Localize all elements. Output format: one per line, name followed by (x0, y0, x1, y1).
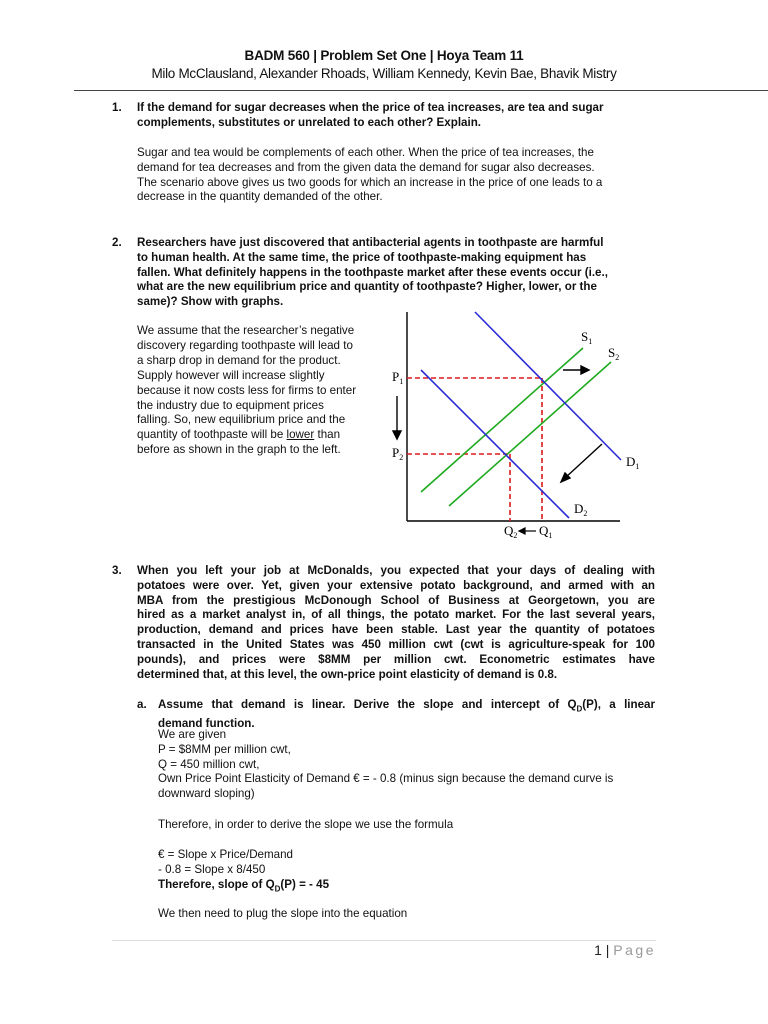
p1-label: $P_1$ (392, 369, 404, 386)
part-a-given (158, 728, 658, 802)
answer-2-line: quantity of toothpaste will be lower than (137, 428, 341, 442)
question-2-line: same)? Show with graphs. (137, 295, 284, 309)
page-word: Page (613, 942, 656, 958)
question-2-line: Researchers have just discovered that antibacterial agents in toothpaste are harmful (137, 236, 604, 249)
question-3-line: hired as a market analyst in, of all things, the potato market. For the last several years, (137, 608, 655, 622)
page-number: 1 (594, 942, 602, 958)
question-3-number: 3. (112, 564, 122, 577)
answer-1-line: The scenario above gives us two goods for which an increase in the price of one leads to a (137, 175, 603, 189)
demand-shift-arrow (561, 444, 602, 482)
formula-block (158, 848, 658, 897)
footer-separator: | (601, 942, 614, 958)
q2-label: $Q_2$ (504, 523, 518, 540)
supply-curve-s1 (421, 348, 583, 492)
underlined-word: lower (286, 428, 315, 442)
footer-rule (112, 940, 656, 941)
formula-line: - 0.8 = Slope x 8/450 (158, 862, 266, 876)
s2-label: $S_2$ (608, 345, 620, 362)
given-line: Own Price Point Elasticity of Demand € = - 0.8 (minus sign because the demand curve is (158, 772, 614, 786)
formula-line: € = Slope x Price/Demand (158, 848, 294, 861)
answer-1-text (137, 146, 642, 205)
plug-slope-line: We then need to plug the slope into the equation (158, 907, 408, 920)
answer-2-line: We assume that the researcher’s negative (137, 324, 355, 337)
price-drop-arrow (393, 396, 401, 439)
given-line: P = $8MM per million cwt, (158, 742, 291, 756)
demand-curve-d2 (421, 370, 569, 518)
answer-2-line: Supply however will increase slightly (137, 368, 325, 382)
question-2-line: to human health. At the same time, the price of toothpaste-making equipment has (137, 250, 587, 264)
answer-2-line: a sharp drop in demand for the product. (137, 353, 341, 367)
question-3-line: transacted in the United States was 450 million cwt (cwt is agriculture-speak for 100 (137, 637, 655, 651)
question-1-text (137, 101, 642, 131)
question-3-line: When you left your job at McDonalds, you expected that your days of dealing with (137, 564, 655, 577)
answer-1-line: Sugar and tea would be complements of each other. When the price of tea increases, the (137, 146, 594, 159)
s1-label: $S_1$ (581, 329, 593, 346)
supply-demand-graph (385, 308, 655, 544)
therefore-line: Therefore, in order to derive the slope we use the formula (158, 818, 454, 831)
question-1-line: complements, substitutes or unrelated to each other? Explain. (137, 115, 482, 129)
answer-1-line: demand for tea decreases and from the given data the demand for sugar also decreases. (137, 160, 595, 174)
given-line: Q = 450 million cwt, (158, 757, 260, 771)
answer-1-line: decrease in the quantity demanded of the other. (137, 190, 383, 204)
question-2-text (137, 236, 642, 310)
authors-line: Milo McClausland, Alexander Rhoads, William Kennedy, Kevin Bae, Bhavik Mistry (151, 66, 617, 81)
answer-2-line: the industry due to equipment prices (137, 398, 324, 412)
answer-2-line: because it now costs less for firms to enter (137, 383, 357, 397)
quantity-drop-arrow (519, 528, 536, 534)
question-1-line: If the demand for sugar decreases when the price of tea increases, are tea and sugar (137, 101, 604, 114)
question-3-line: potatoes were over. Yet, given your extensive potato background, and armed with an (137, 578, 655, 592)
page-footer (594, 942, 656, 958)
supply-curve-s2 (449, 362, 611, 506)
d1-label: $D_1$ (626, 454, 640, 471)
p2-label: $P_2$ (392, 445, 404, 462)
answer-2-line: discovery regarding toothpaste will lead to (137, 338, 353, 352)
answer-2-text (137, 324, 377, 458)
question-2-number: 2. (112, 236, 122, 249)
q1-label: $Q_1$ (539, 523, 553, 540)
question-2-line: what are the new equilibrium price and quantity of toothpaste? Higher, lower, or the (137, 280, 597, 294)
given-line: We are given (158, 728, 227, 741)
answer-2-line: falling. So, new equilibrium price and the (137, 413, 346, 427)
question-3-line: determined that, at this level, the own-price point elasticity of demand is 0.8. (137, 667, 558, 681)
question-3-text (137, 564, 655, 682)
part-a-letter: a. (137, 698, 147, 711)
header-rule (74, 90, 768, 91)
question-3-line: MBA from the prestigious McDonough School of Business at Georgetown, you are (137, 593, 655, 607)
given-line: downward sloping) (158, 787, 255, 801)
supply-shift-arrow (563, 366, 589, 374)
question-3-line: production, demand and prices have been stable. Last year the quantity of potatoes (137, 623, 655, 637)
answer-2-line: before as shown in the graph to the left. (137, 443, 341, 457)
part-a-question (158, 698, 655, 732)
d2-label: $D_2$ (574, 501, 588, 518)
question-2-line: fallen. What definitely happens in the toothpaste market after these events occur (i.e., (137, 265, 608, 279)
demand-curve-d1 (475, 312, 621, 460)
part-a-line: demand function. (158, 717, 255, 731)
document-title: BADM 560 | Problem Set One | Hoya Team 11 (244, 48, 524, 63)
question-3-line: pounds), and prices were $8MM per million cwt. Econometric estimates have (137, 652, 655, 666)
slope-result: Therefore, slope of $Q_D(P)$ = - 45 (158, 877, 330, 893)
question-1-number: 1. (112, 101, 122, 114)
part-a-line: Assume that demand is linear. Derive the slope and intercept of $Q_D(P)$, a linear (158, 698, 656, 714)
